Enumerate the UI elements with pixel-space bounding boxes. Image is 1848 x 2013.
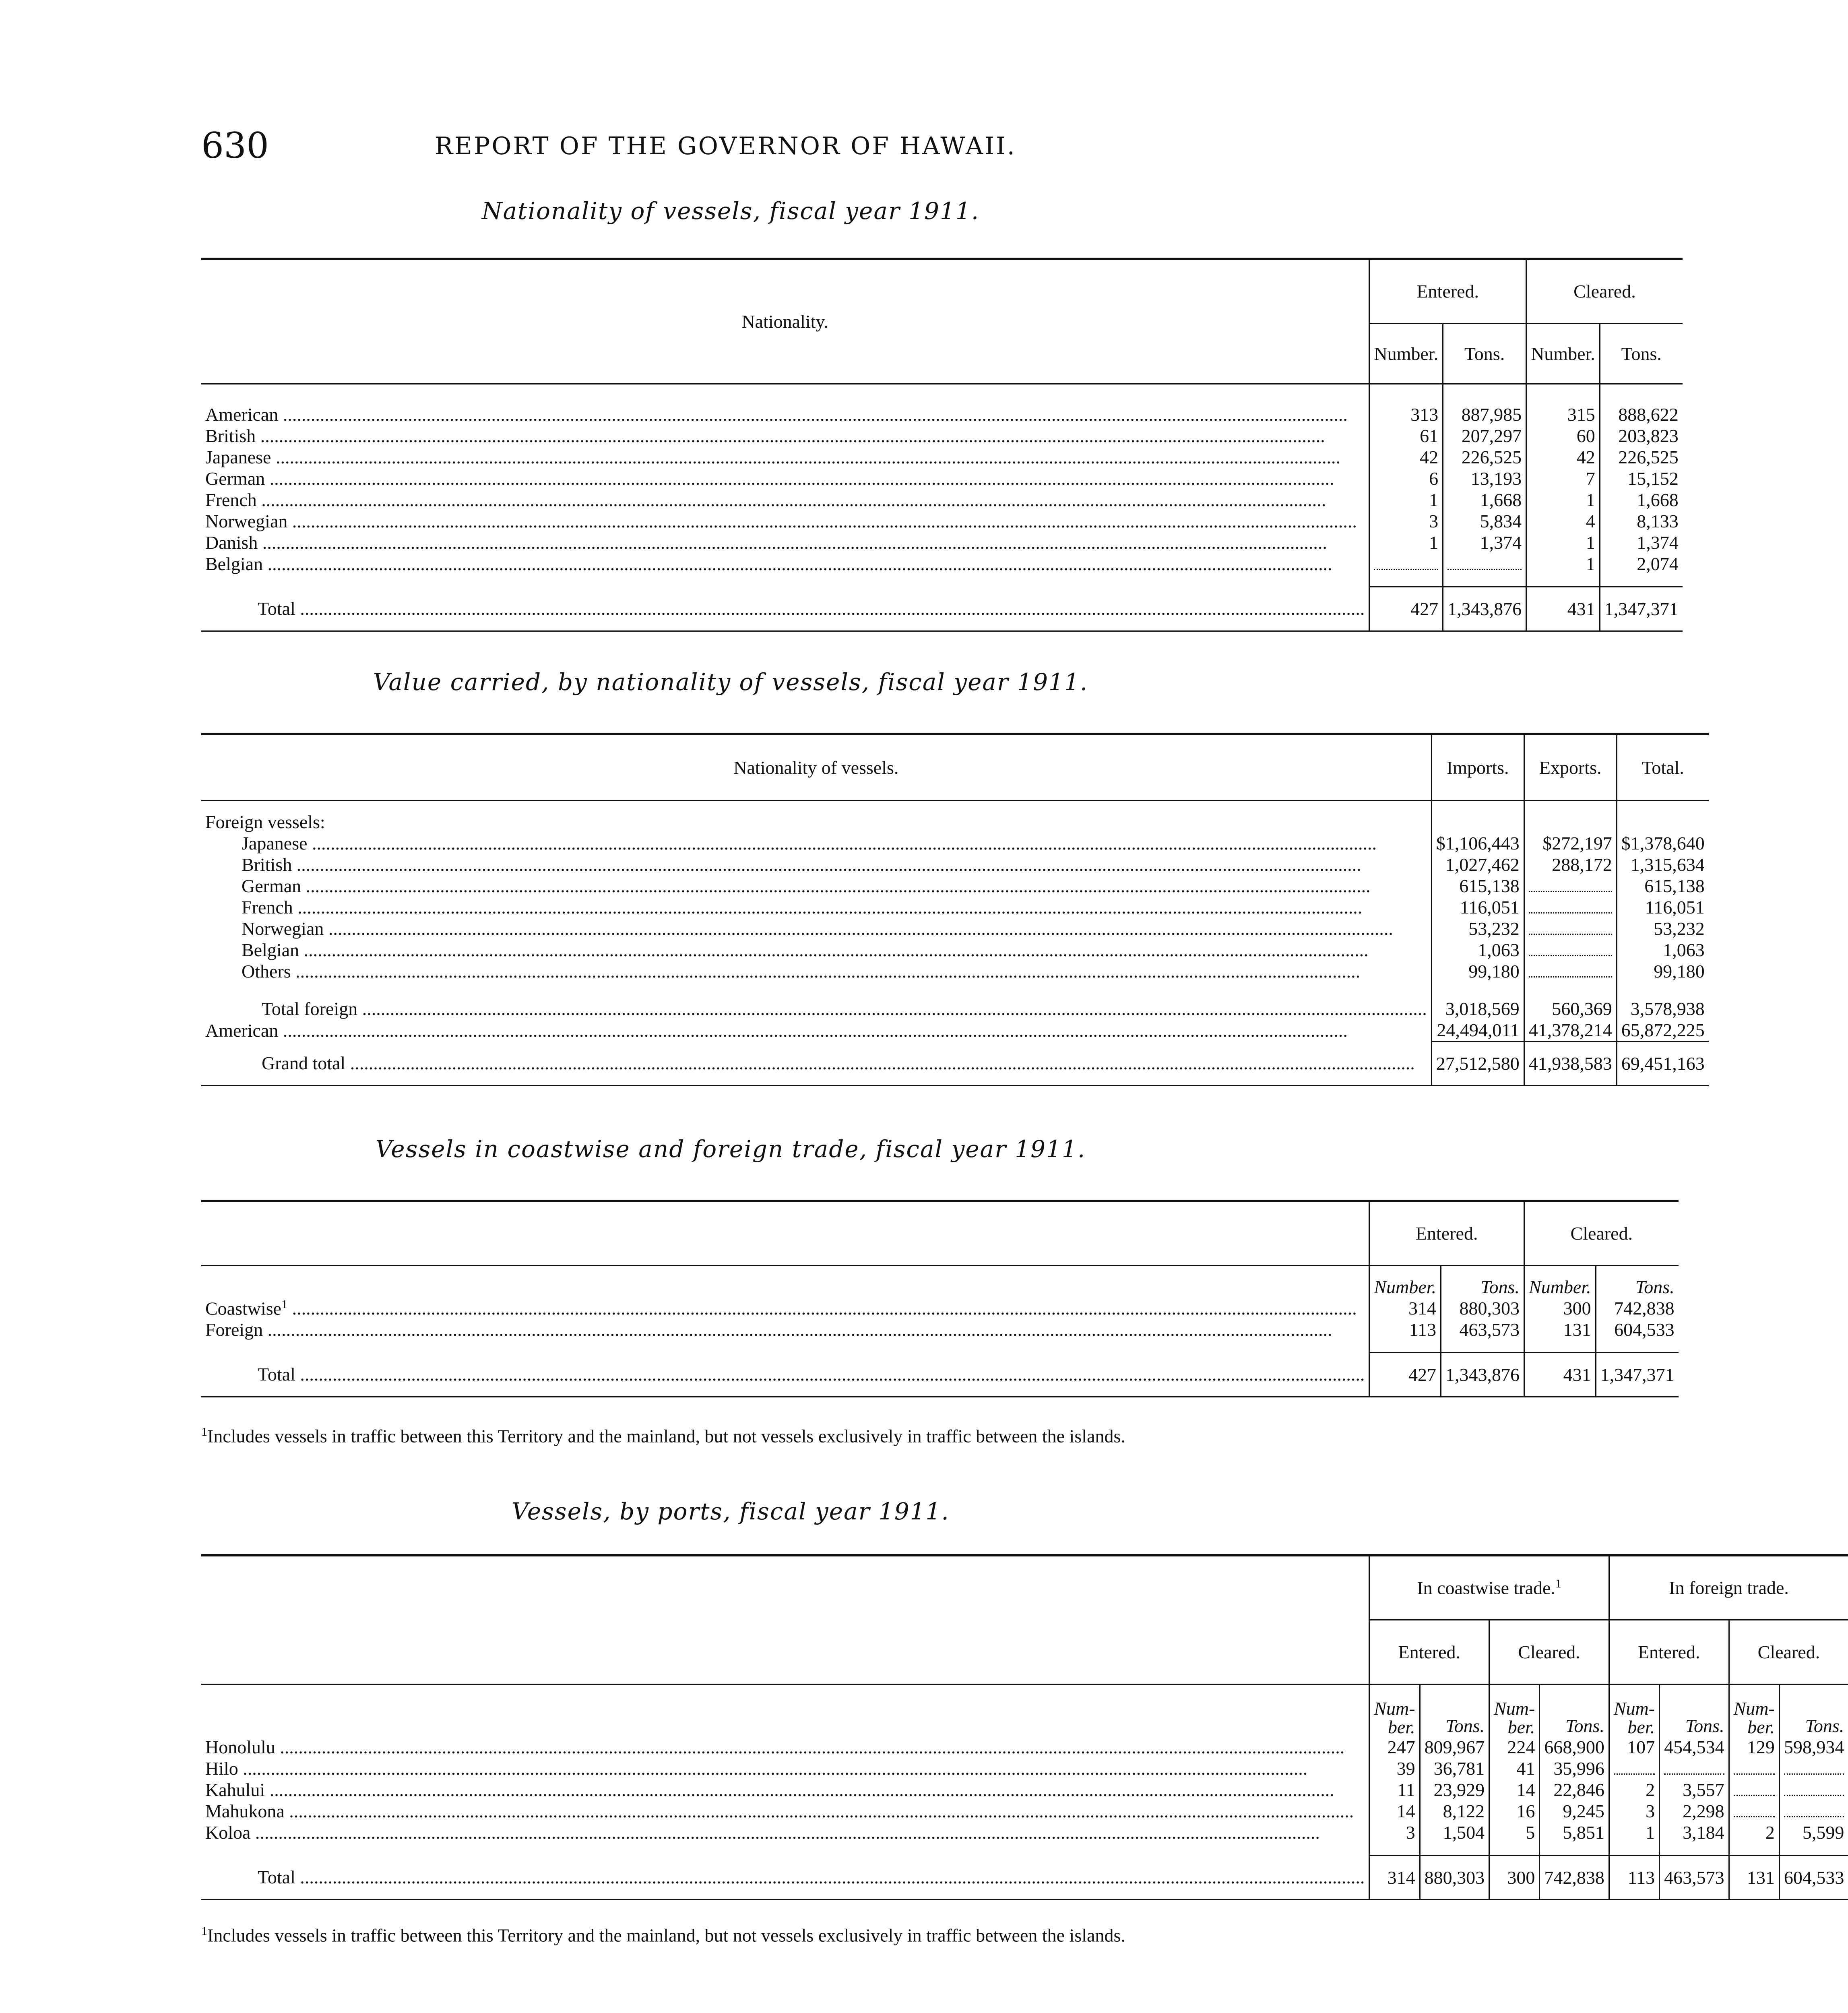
table3-caption: Vessels in coastwise and foreign trade, fiscal year 1911. (375, 1135, 1086, 1163)
table-row (201, 897, 1709, 918)
cell-cn: 42 (1526, 446, 1600, 468)
table-row (201, 425, 1683, 446)
row-label: German ..... (205, 468, 1365, 489)
table3-footnote (201, 1421, 1260, 1447)
cell-en (1369, 553, 1443, 575)
table-row (201, 446, 1683, 468)
cell-f-cn (1729, 1779, 1779, 1800)
value-carried-table (201, 733, 1709, 1086)
page-number: 630 (201, 125, 269, 166)
cell-c-ct: 22,846 (1540, 1779, 1609, 1800)
cell-exp: 288,172 (1524, 854, 1617, 875)
table-row-total-foreign (201, 998, 1709, 1019)
cell-f-et: 454,534 (1660, 1736, 1729, 1758)
cell-f-cn (1729, 1800, 1779, 1822)
cell-c-ct: 9,245 (1540, 1800, 1609, 1822)
cell-cn: 4 (1526, 510, 1600, 532)
total-value: 463,573 (1660, 1855, 1729, 1899)
table-row (201, 1779, 1848, 1800)
col-imports: Imports. (1431, 734, 1524, 800)
cell-imp: 53,232 (1431, 918, 1524, 939)
cell-f-ct: 5,599 (1779, 1822, 1848, 1843)
row-label: Kahului ..... (205, 1779, 1365, 1800)
total-value: 113 (1609, 1855, 1659, 1899)
row-label: German ..... (242, 875, 1427, 897)
cell-et: 887,985 (1443, 404, 1526, 425)
col-number: Num- ber. (1729, 1684, 1779, 1736)
cell-tot: 615,138 (1617, 875, 1709, 897)
table-row (201, 939, 1709, 961)
col-cleared-tons: Tons. (1600, 323, 1683, 384)
cell-exp (1524, 939, 1617, 961)
row-label: Japanese ..... (205, 446, 1365, 468)
total-label: Total ..... (258, 598, 1365, 619)
col-entered-number: Number. (1369, 1265, 1441, 1298)
cell-f-en: 2 (1609, 1779, 1659, 1800)
table2-caption: Value carried, by nationality of vessels, fiscal year 1911. (373, 668, 1088, 696)
cell-c-cn: 5 (1489, 1822, 1540, 1843)
cell-et: 1,374 (1443, 532, 1526, 553)
footnote-mark: 1 (201, 1425, 207, 1438)
cell-exp: 41,378,214 (1524, 1019, 1617, 1042)
cell-et (1443, 553, 1526, 575)
footnote-mark: 1 (281, 1298, 288, 1311)
table-row (201, 575, 1683, 587)
cell-c-en: 39 (1369, 1758, 1420, 1779)
col-cleared-number: Number. (1524, 1265, 1596, 1298)
cell-c-et: 8,122 (1420, 1800, 1489, 1822)
row-name: Coastwise (205, 1298, 282, 1319)
table-row (201, 1758, 1848, 1779)
cell-c-cn: 224 (1489, 1736, 1540, 1758)
row-label: French ..... (205, 489, 1365, 510)
table-row (201, 404, 1683, 425)
row-label: Total foreign ..... (262, 998, 1427, 1019)
cell-tot: 3,578,938 (1617, 998, 1709, 1019)
cell-ct: 2,074 (1600, 553, 1683, 575)
total-entered-tons: 1,343,876 (1443, 587, 1526, 631)
row-label: American ..... (205, 1020, 1427, 1041)
coastwise-entered: Entered. (1369, 1620, 1489, 1684)
col-tons: Tons. (1660, 1684, 1729, 1736)
cell-ct: 15,152 (1600, 468, 1683, 489)
row-label: Belgian ..... (242, 939, 1427, 961)
total-label: Total ..... (258, 1364, 1365, 1385)
cell-f-et (1660, 1758, 1729, 1779)
table-row (201, 982, 1709, 998)
col-number: Num- ber. (1369, 1684, 1420, 1736)
cell-en: 61 (1369, 425, 1443, 446)
table1-caption: Nationality of vessels, fiscal year 1911. (481, 197, 980, 225)
row-label (205, 1298, 1365, 1319)
cell-c-en: 247 (1369, 1736, 1420, 1758)
cell-exp (1524, 897, 1617, 918)
cell-tot: 1,063 (1617, 939, 1709, 961)
row-label: American ..... (205, 404, 1365, 425)
col-tons: Tons. (1420, 1684, 1489, 1736)
row-label: British ..... (205, 425, 1365, 446)
total-value: 880,303 (1420, 1855, 1489, 1899)
total-cleared-tons: 1,347,371 (1596, 1352, 1679, 1397)
table-row (201, 833, 1709, 854)
total-cleared-number: 431 (1524, 1352, 1596, 1397)
cell-et: 5,834 (1443, 510, 1526, 532)
row-label: Japanese ..... (242, 833, 1427, 854)
coastwise-cleared: Cleared. (1489, 1620, 1609, 1684)
cell-f-et: 3,184 (1660, 1822, 1729, 1843)
total-label: Total ..... (258, 1866, 1365, 1888)
group-entered: Entered. (1369, 1201, 1524, 1265)
row-label: Norwegian ..... (242, 918, 1427, 939)
total-cleared-number: 431 (1526, 587, 1600, 631)
nationality-of-vessels-table (201, 258, 1683, 632)
col-nationality-of-vessels: Nationality of vessels. (733, 757, 899, 778)
cell-imp: $1,106,443 (1431, 833, 1524, 854)
table4-caption: Vessels, by ports, fiscal year 1911. (512, 1498, 950, 1525)
group-cleared: Cleared. (1524, 1201, 1679, 1265)
total-cleared-tons: 1,347,371 (1600, 587, 1683, 631)
running-title: REPORT OF THE GOVERNOR OF HAWAII. (435, 132, 1016, 160)
table-row (201, 854, 1709, 875)
col-entered-number: Number. (1369, 323, 1443, 384)
cell-et: 207,297 (1443, 425, 1526, 446)
foreign-cleared: Cleared. (1729, 1620, 1848, 1684)
cell-f-cn (1729, 1758, 1779, 1779)
footnote-text: Includes vessels in traffic between this Territory and the mainland, but not vessels exclusively in traffic between the islands. (207, 1925, 1125, 1946)
table-row (201, 1822, 1848, 1843)
footnote-mark: 1 (201, 1924, 207, 1938)
cell-c-en: 14 (1369, 1800, 1420, 1822)
col-exports: Exports. (1524, 734, 1617, 800)
cell-f-ct (1779, 1758, 1848, 1779)
cell-c-et: 1,504 (1420, 1822, 1489, 1843)
cell-cn: 131 (1524, 1319, 1596, 1340)
cell-en: 314 (1369, 1298, 1441, 1319)
group-foreign-trade: In foreign trade. (1609, 1555, 1848, 1620)
cell-exp: 560,369 (1524, 998, 1617, 1019)
cell-c-et: 36,781 (1420, 1758, 1489, 1779)
col-entered-tons: Tons. (1441, 1265, 1524, 1298)
cell-f-et: 2,298 (1660, 1800, 1729, 1822)
col-total: Total. (1617, 734, 1709, 800)
cell-en: 1 (1369, 489, 1443, 510)
cell-cn: 7 (1526, 468, 1600, 489)
cell-f-en: 1 (1609, 1822, 1659, 1843)
cell-cn: 1 (1526, 532, 1600, 553)
table-row (201, 1843, 1848, 1855)
row-label: French ..... (242, 897, 1427, 918)
col-cleared-tons: Tons. (1596, 1265, 1679, 1298)
cell-c-ct: 5,851 (1540, 1822, 1609, 1843)
footnote-mark: 1 (1555, 1577, 1561, 1591)
cell-et: 880,303 (1441, 1298, 1524, 1319)
cell-et: 463,573 (1441, 1319, 1524, 1340)
cell-et: 226,525 (1443, 446, 1526, 468)
cell-imp: 116,051 (1431, 897, 1524, 918)
table-row-total (201, 1855, 1848, 1899)
cell-f-ct: 598,934 (1779, 1736, 1848, 1758)
col-number: Num- ber. (1609, 1684, 1659, 1736)
table-row (201, 875, 1709, 897)
col-entered-tons: Tons. (1443, 323, 1526, 384)
table4-footnote (201, 1920, 1260, 1946)
table-row-total (201, 587, 1683, 631)
cell-ct: 604,533 (1596, 1319, 1679, 1340)
row-name: Foreign (205, 1319, 263, 1340)
col-tons: Tons. (1779, 1684, 1848, 1736)
cell-cn: 315 (1526, 404, 1600, 425)
row-label: Norwegian ..... (205, 510, 1365, 532)
cell-exp (1524, 875, 1617, 897)
table-row (201, 468, 1683, 489)
col-nationality: Nationality. (741, 311, 828, 332)
cell-en: 6 (1369, 468, 1443, 489)
group-coastwise-trade (1369, 1555, 1609, 1620)
cell-tot: $1,378,640 (1617, 833, 1709, 854)
cell-en: 313 (1369, 404, 1443, 425)
total-value: 314 (1369, 1855, 1420, 1899)
cell-imp: 27,512,580 (1431, 1042, 1524, 1086)
total-entered-tons: 1,343,876 (1441, 1352, 1524, 1397)
coastwise-foreign-table (201, 1200, 1679, 1397)
cell-c-ct: 35,996 (1540, 1758, 1609, 1779)
table-row (201, 510, 1683, 532)
total-entered-number: 427 (1369, 587, 1443, 631)
table-row-grand-total (201, 1042, 1709, 1086)
cell-ct: 203,823 (1600, 425, 1683, 446)
cell-ct: 8,133 (1600, 510, 1683, 532)
cell-f-et: 3,557 (1660, 1779, 1729, 1800)
col-number: Num- ber. (1489, 1684, 1540, 1736)
cell-tot: 1,315,634 (1617, 854, 1709, 875)
cell-tot: 65,872,225 (1617, 1019, 1709, 1042)
cell-cn: 1 (1526, 553, 1600, 575)
cell-imp: 24,494,011 (1431, 1019, 1524, 1042)
table-row (201, 489, 1683, 510)
cell-c-et: 23,929 (1420, 1779, 1489, 1800)
table-row (201, 1736, 1848, 1758)
vessels-by-ports-table (201, 1554, 1848, 1900)
cell-exp: 41,938,583 (1524, 1042, 1617, 1086)
cell-en: 113 (1369, 1319, 1441, 1340)
group-cleared: Cleared. (1526, 259, 1683, 323)
total-value: 604,533 (1779, 1855, 1848, 1899)
table-row (201, 1800, 1848, 1822)
table-row (201, 918, 1709, 939)
total-value: 742,838 (1540, 1855, 1609, 1899)
cell-exp (1524, 918, 1617, 939)
group-coastwise-label: In coastwise trade. (1417, 1577, 1555, 1598)
table-row (201, 553, 1683, 575)
cell-imp: 1,063 (1431, 939, 1524, 961)
cell-imp: 615,138 (1431, 875, 1524, 897)
cell-c-cn: 41 (1489, 1758, 1540, 1779)
cell-et: 13,193 (1443, 468, 1526, 489)
row-label: Danish ..... (205, 532, 1365, 553)
cell-c-cn: 16 (1489, 1800, 1540, 1822)
row-label: Belgian ..... (205, 553, 1365, 575)
col-tons: Tons. (1540, 1684, 1609, 1736)
row-label: Hilo ..... (205, 1758, 1365, 1779)
cell-tot: 69,451,163 (1617, 1042, 1709, 1086)
table-row (201, 532, 1683, 553)
total-value: 300 (1489, 1855, 1540, 1899)
cell-tot: 53,232 (1617, 918, 1709, 939)
cell-f-ct (1779, 1779, 1848, 1800)
table-row (201, 961, 1709, 982)
cell-tot: 99,180 (1617, 961, 1709, 982)
cell-imp: 3,018,569 (1431, 998, 1524, 1019)
cell-en: 3 (1369, 510, 1443, 532)
cell-f-en: 107 (1609, 1736, 1659, 1758)
row-label: Mahukona ..... (205, 1800, 1365, 1822)
cell-ct: 742,838 (1596, 1298, 1679, 1319)
footnote-text: Includes vessels in traffic between this Territory and the mainland, but not vessels exclusively in traffic between the islands. (207, 1426, 1125, 1447)
cell-cn: 300 (1524, 1298, 1596, 1319)
cell-et: 1,668 (1443, 489, 1526, 510)
cell-ct: 226,525 (1600, 446, 1683, 468)
cell-ct: 1,374 (1600, 532, 1683, 553)
cell-imp: 99,180 (1431, 961, 1524, 982)
cell-imp: 1,027,462 (1431, 854, 1524, 875)
group-entered: Entered. (1369, 259, 1526, 323)
cell-en: 1 (1369, 532, 1443, 553)
cell-tot: 116,051 (1617, 897, 1709, 918)
table-row (201, 1298, 1679, 1319)
cell-c-cn: 14 (1489, 1779, 1540, 1800)
foreign-vessels-label: Foreign vessels: (205, 812, 325, 832)
cell-cn: 60 (1526, 425, 1600, 446)
table-row-total (201, 1352, 1679, 1397)
cell-f-en (1609, 1758, 1659, 1779)
row-label: Grand total ..... (262, 1052, 1427, 1074)
row-label: Others ..... (242, 961, 1427, 982)
cell-f-en: 3 (1609, 1800, 1659, 1822)
cell-c-et: 809,967 (1420, 1736, 1489, 1758)
col-cleared-number: Number. (1526, 323, 1600, 384)
cell-en: 42 (1369, 446, 1443, 468)
table-row-american (201, 1019, 1709, 1042)
cell-exp (1524, 961, 1617, 982)
table-row (201, 1319, 1679, 1340)
cell-ct: 1,668 (1600, 489, 1683, 510)
total-value: 131 (1729, 1855, 1779, 1899)
cell-c-en: 3 (1369, 1822, 1420, 1843)
cell-exp: $272,197 (1524, 833, 1617, 854)
total-entered-number: 427 (1369, 1352, 1441, 1397)
cell-ct: 888,622 (1600, 404, 1683, 425)
row-label: Koloa ..... (205, 1822, 1365, 1843)
cell-f-ct (1779, 1800, 1848, 1822)
row-label: British ..... (242, 854, 1427, 875)
cell-cn: 1 (1526, 489, 1600, 510)
table-row (201, 1340, 1679, 1352)
row-label (205, 1319, 1365, 1340)
cell-c-ct: 668,900 (1540, 1736, 1609, 1758)
cell-f-cn: 2 (1729, 1822, 1779, 1843)
cell-f-cn: 129 (1729, 1736, 1779, 1758)
row-label: Honolulu ..... (205, 1736, 1365, 1758)
foreign-entered: Entered. (1609, 1620, 1729, 1684)
cell-c-en: 11 (1369, 1779, 1420, 1800)
